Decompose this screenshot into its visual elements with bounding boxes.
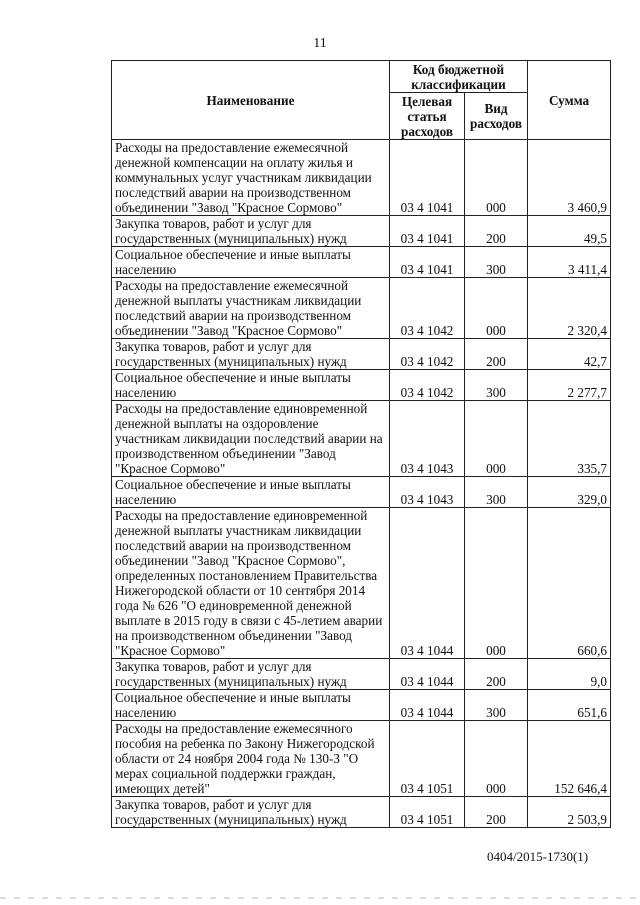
table-row (112, 508, 611, 659)
row-name: Закупка товаров, работ и услуг для государственных (муниципальных) нужд (112, 659, 390, 690)
row-sum: 49,5 (528, 216, 611, 247)
row-name: Расходы на предоставление ежемесячной денежной компенсации на оплату жилья и коммунальных услуг участникам ликвидации последствий аварии на производственном объединении "Завод "Красное Сормово" (112, 140, 390, 216)
row-sum: 660,6 (528, 508, 611, 659)
row-target-item: 03 4 1044 (390, 659, 465, 690)
row-name: Закупка товаров, работ и услуг для государственных (муниципальных) нужд (112, 339, 390, 370)
table-row (112, 797, 611, 828)
row-target-item: 03 4 1041 (390, 247, 465, 278)
row-expense-kind: 000 (465, 278, 528, 339)
row-name: Расходы на предоставление единовременной денежной выплаты участникам ликвидации последствий аварии на производственном объединении "Завод "Красное Сормово", определенных постановлением Правительства Нижегородской области от 10 сентября 2014 года № 626 "О единовременной денежной выплате в 2015 году в связи с 45-летием аварии на производственном объединении "Завод "Красное Сормово" (112, 508, 390, 659)
table-row (112, 401, 611, 477)
table-row (112, 721, 611, 797)
row-expense-kind: 000 (465, 508, 528, 659)
header-target-item: Целевая статья расходов (390, 93, 465, 140)
row-expense-kind: 000 (465, 140, 528, 216)
row-sum: 152 646,4 (528, 721, 611, 797)
row-sum: 2 503,9 (528, 797, 611, 828)
table-row (112, 140, 611, 216)
page-number: 11 (313, 36, 327, 51)
row-sum: 9,0 (528, 659, 611, 690)
row-target-item: 03 4 1051 (390, 721, 465, 797)
row-name: Социальное обеспечение и иные выплаты населению (112, 247, 390, 278)
row-expense-kind: 200 (465, 216, 528, 247)
budget-table (111, 60, 611, 828)
row-target-item: 03 4 1051 (390, 797, 465, 828)
row-target-item: 03 4 1043 (390, 477, 465, 508)
row-expense-kind: 000 (465, 721, 528, 797)
row-target-item: 03 4 1044 (390, 690, 465, 721)
row-sum: 2 277,7 (528, 370, 611, 401)
table-row (112, 278, 611, 339)
header-name: Наименование (112, 61, 390, 140)
row-expense-kind: 200 (465, 339, 528, 370)
row-expense-kind: 200 (465, 659, 528, 690)
table-body (112, 140, 611, 828)
header-sum: Сумма (528, 61, 611, 140)
row-target-item: 03 4 1042 (390, 339, 465, 370)
table-row (112, 659, 611, 690)
row-target-item: 03 4 1041 (390, 140, 465, 216)
row-target-item: 03 4 1042 (390, 370, 465, 401)
scan-edge-mark (0, 897, 640, 899)
header-code-group: Код бюджетной классификации (390, 61, 528, 93)
row-name: Расходы на предоставление ежемесячного пособия на ребенка по Закону Нижегородской области от 24 ноября 2004 года № 130-З "О мерах социальной поддержки граждан, имеющих детей" (112, 721, 390, 797)
row-name: Закупка товаров, работ и услуг для государственных (муниципальных) нужд (112, 797, 390, 828)
row-sum: 3 460,9 (528, 140, 611, 216)
table-row (112, 477, 611, 508)
row-sum: 3 411,4 (528, 247, 611, 278)
row-name: Закупка товаров, работ и услуг для государственных (муниципальных) нужд (112, 216, 390, 247)
table-row (112, 370, 611, 401)
header-expense-kind: Вид расходов (465, 93, 528, 140)
table-row (112, 690, 611, 721)
row-sum: 329,0 (528, 477, 611, 508)
row-expense-kind: 200 (465, 797, 528, 828)
row-target-item: 03 4 1042 (390, 278, 465, 339)
row-expense-kind: 300 (465, 690, 528, 721)
row-target-item: 03 4 1043 (390, 401, 465, 477)
table-row (112, 339, 611, 370)
row-expense-kind: 000 (465, 401, 528, 477)
row-expense-kind: 300 (465, 247, 528, 278)
row-name: Социальное обеспечение и иные выплаты населению (112, 370, 390, 401)
row-sum: 42,7 (528, 339, 611, 370)
row-sum: 2 320,4 (528, 278, 611, 339)
row-name: Социальное обеспечение и иные выплаты населению (112, 690, 390, 721)
row-name: Расходы на предоставление ежемесячной денежной выплаты участникам ликвидации последствий аварии на производственном объединении "Завод "Красное Сормово" (112, 278, 390, 339)
table-row (112, 247, 611, 278)
row-expense-kind: 300 (465, 370, 528, 401)
row-name: Расходы на предоставление единовременной денежной выплаты на оздоровление участникам ликвидации последствий аварии на производственном объединении "Завод "Красное Сормово" (112, 401, 390, 477)
row-target-item: 03 4 1041 (390, 216, 465, 247)
document-code: 0404/2015-1730(1) (487, 849, 589, 864)
table-row (112, 216, 611, 247)
row-sum: 335,7 (528, 401, 611, 477)
row-name: Социальное обеспечение и иные выплаты населению (112, 477, 390, 508)
row-target-item: 03 4 1044 (390, 508, 465, 659)
row-sum: 651,6 (528, 690, 611, 721)
row-expense-kind: 300 (465, 477, 528, 508)
table-header (112, 61, 611, 140)
